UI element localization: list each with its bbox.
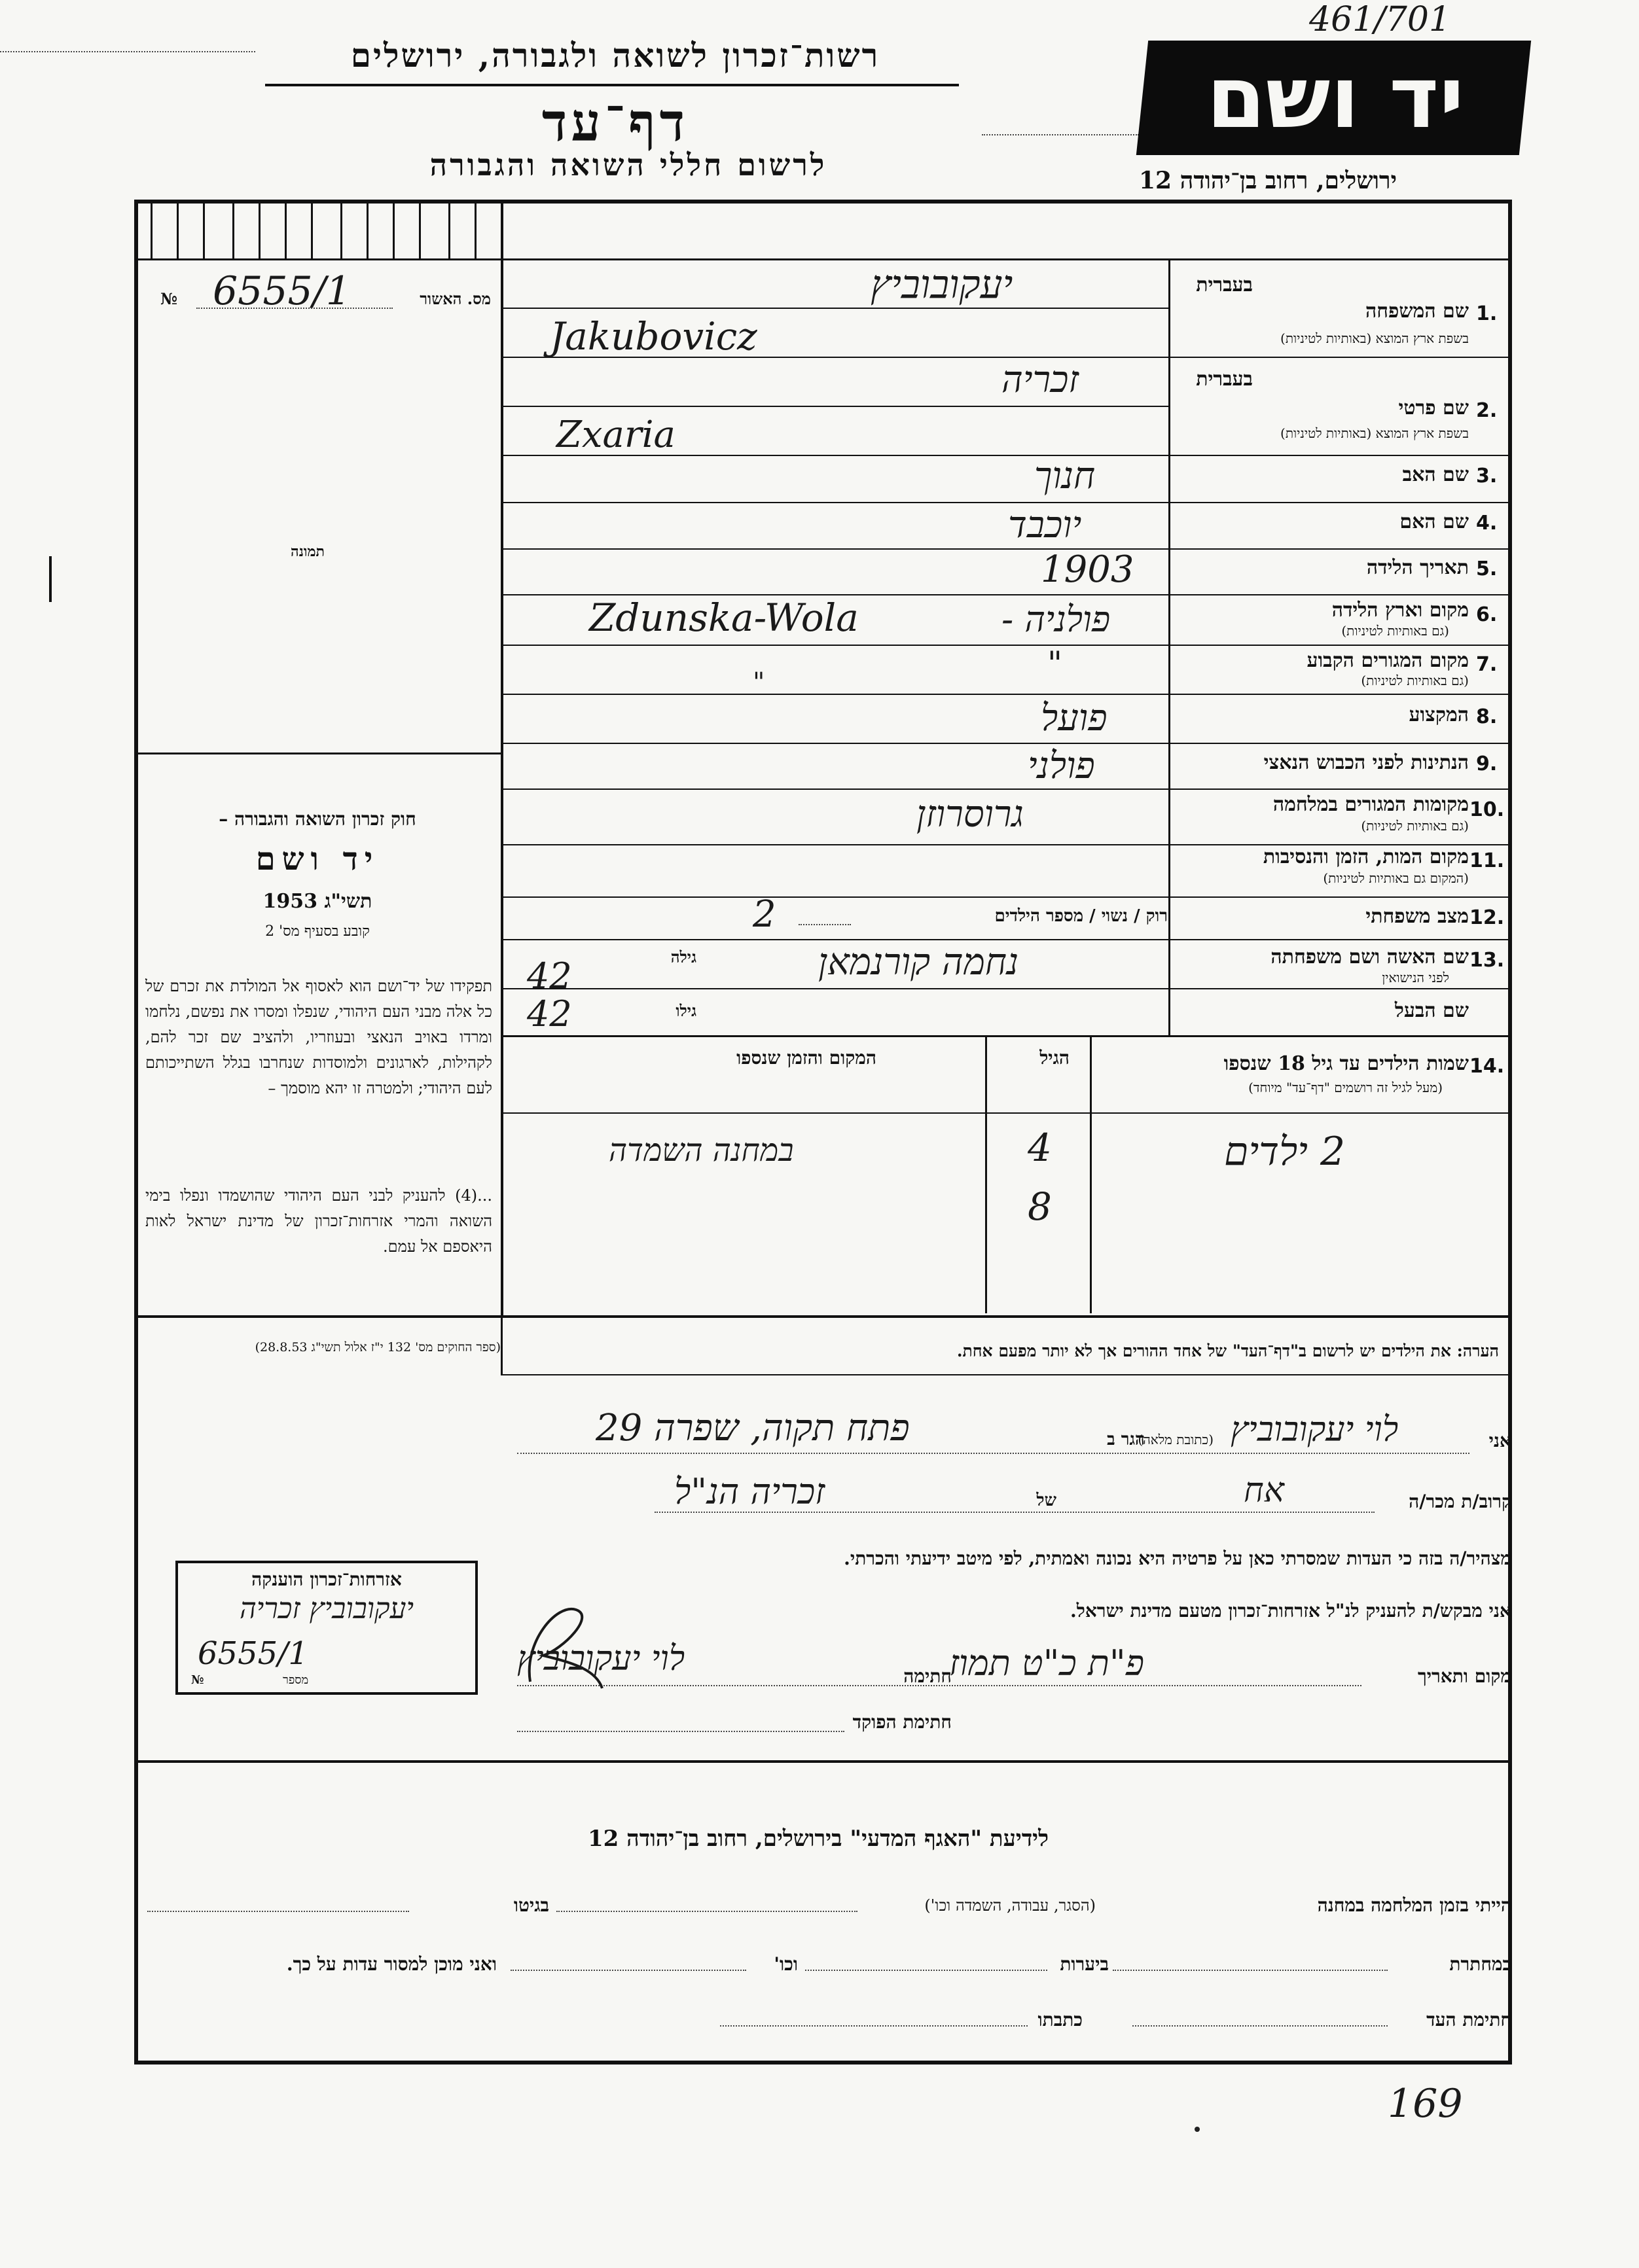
field-7-num: 7. — [1476, 653, 1498, 676]
field-1-lang-tag: בעברית — [1196, 274, 1253, 296]
law-heading: חוק זכרון השואה והגבורה – — [219, 808, 416, 830]
bottom-title: לידיעת "האגף המדעי" בירושלים, רחוב בן־יהודה 12 — [588, 1826, 1049, 1852]
decl-sign-line — [517, 1685, 1361, 1686]
field-1-label: שם המשפחה — [1365, 300, 1469, 323]
bottom-line2-dots-b — [805, 1970, 1047, 1971]
field-5-label: תאריך הלידה — [1366, 556, 1469, 579]
children-label: שמות הילדים עד גיל 18 שנספו — [1223, 1052, 1469, 1075]
field-10-value: גרוסרוזן — [916, 793, 1024, 836]
bottom-section-rule — [134, 1760, 1512, 1763]
field-7-sub: (גם באותיות לטיניות) — [1361, 673, 1469, 688]
children-place-header: המקום והזמן שנספו — [736, 1047, 876, 1069]
note-rule — [501, 1374, 1512, 1375]
field-6-sub: (גם באותיות לטיניות) — [1341, 623, 1449, 639]
field-2-value-latin: Zxaria — [556, 414, 675, 456]
top-strip-line — [134, 258, 1512, 260]
record-number-line — [196, 308, 393, 309]
field-10-num: 10. — [1469, 798, 1505, 821]
field-10-sub: (גם באותיות לטיניות) — [1361, 818, 1469, 834]
field-8-label: המקצוע — [1409, 703, 1469, 726]
husband-age-value: 42 — [527, 993, 572, 1035]
field-9-value: פולני — [1028, 745, 1095, 787]
form-subtitle: לרשום חללי השואה והגבורה — [429, 147, 827, 183]
bottom-line1-b: בגיטו — [513, 1894, 549, 1916]
field-12-num: 12. — [1469, 906, 1505, 929]
children-age-header: הגיל — [1039, 1047, 1070, 1069]
children-age-2: 8 — [1028, 1184, 1052, 1229]
field-1-inner-rule — [501, 308, 1168, 309]
decl-hint: (כתובת מלאה) — [1138, 1432, 1214, 1447]
tick — [259, 203, 261, 258]
children-names-value: 2 ילדים — [1224, 1129, 1346, 1175]
tick — [232, 203, 234, 258]
bottom-line2-a: במחתרת — [1449, 1953, 1511, 1975]
citizenship-number-label: מספר — [283, 1673, 309, 1687]
top-dotted-line — [0, 51, 255, 52]
decl-prefix: אני — [1488, 1430, 1511, 1451]
field-5-value: 1903 — [1041, 548, 1134, 591]
row-rule-14 — [501, 1035, 1512, 1037]
tick — [177, 203, 179, 258]
law-source: (ספר החוקים מס' 132 י"ז אלול תשי"ג 28.8.53) — [255, 1340, 501, 1355]
archive-number: 461/701 — [1309, 0, 1451, 39]
law-paragraph-1: תפקידו של יד־ושם הוא לאסוף אל המולדת את זכרם של כל אלה מבני העם היהודי, שנפלו ומסרו את נפשם, נלחמו ומרדו באויב הנאצי ובעוזריו, ולהציב שם זכר להם, לקהילות, לארגונים ולמוסדות שנחרבו בגלל השתייכותם לעם היהודי; ולמטרה זו יהא מוסמך – — [145, 977, 492, 1097]
field-12-label: מצב משפחתי — [1365, 905, 1469, 928]
row-rule-7 — [501, 694, 1512, 695]
field-7-value: " — [1047, 645, 1062, 682]
tick — [311, 203, 313, 258]
field-11-sub: (המקום גם באותיות לטיניות) — [1323, 870, 1469, 886]
decl-name: לוי יעקובוביץ — [1231, 1410, 1399, 1449]
field-2-value-he: זכריה — [1001, 359, 1079, 401]
bottom-line1-dots-b — [147, 1911, 409, 1912]
bottom-line2-dots-a — [1113, 1970, 1388, 1971]
note-left-divider — [501, 1315, 503, 1374]
row-rule-3 — [501, 502, 1512, 503]
ink-dot — [1195, 2127, 1200, 2132]
field-6-value-latin: Zdunska-Wola — [589, 595, 859, 640]
left-column-divider — [501, 203, 503, 1315]
signature-scribble — [517, 1590, 609, 1695]
field-8-num: 8. — [1476, 705, 1498, 728]
citizenship-box — [175, 1561, 478, 1695]
law-paragraph-2: ...(4) להעניק לבני העם היהודי שהושמדו ונפלו בימי השואה והמרי אזרחות־זכרון של מדינת ישראל לאות היאספם אל עמם. — [145, 1186, 492, 1256]
tick — [419, 203, 421, 258]
children-age-divider-left — [985, 1035, 987, 1313]
decl-place-date-label: מקום ותאריך — [1417, 1665, 1511, 1687]
bottom-line3-a: חתימת העד — [1426, 2009, 1511, 2030]
law-name: יד ושם — [255, 841, 380, 877]
field-2-num: 2. — [1476, 399, 1498, 422]
field-12-line — [799, 924, 851, 925]
decl-signature-label: חתימה — [903, 1665, 952, 1687]
tick — [393, 203, 395, 258]
law-year: תשי"ג 1953 — [262, 890, 372, 913]
field-6-num: 6. — [1476, 603, 1498, 626]
field-11-num: 11. — [1469, 849, 1505, 872]
field-7-ditto: " — [753, 667, 765, 698]
field-9-label: הנתינות לפני הכבוש הנאצי — [1263, 751, 1469, 774]
bottom-line1-hint: (הסגר, עבודה, השמדה וכו') — [924, 1896, 1096, 1915]
field-2-sub: בשפת ארץ המוצא (באותיות לטיניות) — [1280, 425, 1469, 441]
field-3-num: 3. — [1476, 465, 1498, 487]
label-column-divider — [1168, 258, 1170, 1035]
citizenship-number: 6555/1 — [198, 1635, 308, 1672]
field-9-num: 9. — [1476, 753, 1498, 775]
husband-label: שם הבעל — [1394, 999, 1469, 1022]
field-13-value: נחמה קורנמאן — [818, 941, 1019, 983]
children-sub: (מעל לגיל זה רושמים "דף־עד" מיוחד) — [1248, 1080, 1443, 1095]
row-rule-6 — [501, 645, 1512, 646]
authority-underline — [265, 84, 959, 86]
citizenship-number-prefix: № — [191, 1673, 204, 1687]
row-rule-4 — [501, 548, 1512, 550]
decl-relation-label: קרוב/ת מכר/ה — [1409, 1491, 1511, 1512]
photo-label: תמונה — [291, 543, 325, 560]
decl-place-date-value: פ"ת כ"ט תמוז — [949, 1642, 1145, 1684]
tick — [448, 203, 450, 258]
bottom-line2-c: וכו' — [774, 1953, 798, 1975]
children-header-rule — [501, 1112, 1512, 1114]
decl-request: אני מבקש/ת להעניק לנ"ל אזרחות־זכרון מטעם מדינת ישראל. — [1070, 1600, 1511, 1621]
children-age-1: 4 — [1028, 1125, 1052, 1170]
record-number-label: מס. האשור — [420, 289, 491, 308]
bottom-line2-dots-c — [511, 1970, 746, 1971]
decl-address: פתח תקוה, שפרה 29 — [596, 1407, 910, 1449]
decl-officer-line — [517, 1731, 844, 1732]
tick — [203, 203, 205, 258]
field-3-value: חנוך — [1034, 455, 1096, 497]
tick — [285, 203, 287, 258]
field-4-label: שם האם — [1399, 510, 1469, 533]
children-place-value: במחנה השמדה — [609, 1132, 794, 1169]
field-13-age-value: 42 — [527, 955, 572, 997]
citizenship-title: אזרחות־זכרון הוענקה — [251, 1568, 402, 1590]
field-12-extra-label: רוק / נשוי / מספר הילדים — [994, 906, 1168, 926]
row-rule-13 — [501, 988, 1512, 989]
record-number-value: 6555/1 — [213, 268, 351, 314]
children-bottom-rule — [134, 1315, 1512, 1318]
field-1-sub: בשפת ארץ המוצא (באותיות לטיניות) — [1280, 330, 1469, 346]
record-number-prefix: № — [160, 289, 178, 308]
children-num: 14. — [1469, 1055, 1505, 1078]
header-address: ירושלים, רחוב בן־יהודה 12 — [1139, 167, 1397, 194]
field-13-sub: לפני הנישואין — [1382, 970, 1449, 985]
bottom-line3-dots-a — [1132, 2025, 1388, 2027]
field-7-label: מקום המגורים הקבוע — [1306, 649, 1469, 672]
field-12-value: 2 — [753, 893, 776, 936]
field-8-value: פועל — [1041, 697, 1108, 739]
husband-age-label: גילו — [675, 1001, 696, 1020]
decl-of: של — [1036, 1491, 1056, 1510]
field-3-label: שם האב — [1402, 463, 1469, 486]
page-number: 169 — [1388, 2081, 1463, 2127]
note-text: הערה: את הילדים יש לרשום ב"דף־העד" של אחד ההורים אך לא יותר מפעם אחת. — [956, 1341, 1499, 1360]
field-2-inner-rule — [501, 406, 1168, 407]
bottom-line1-dots-a — [556, 1911, 857, 1912]
tick — [151, 203, 153, 258]
row-rule-12 — [501, 939, 1512, 940]
field-13-label: שם האשה ושם משפחתה — [1270, 946, 1469, 968]
children-age-divider-right — [1090, 1035, 1092, 1313]
decl-statement: מצהיר/ה בזה כי העדות שמסרתי כאן על פרטיה היא נכונה ואמתית, לפי מיטב ידיעתי והכרתי. — [844, 1548, 1511, 1569]
tick — [475, 203, 477, 258]
row-rule-9 — [501, 788, 1512, 790]
field-13-age-label: גילה — [670, 948, 696, 966]
authority-line: רשות־זכרון לשואה ולגבורה, ירושלים — [350, 36, 880, 75]
logo-text: יד ושם — [1206, 48, 1464, 147]
decl-relation-value: אח — [1244, 1471, 1284, 1510]
decl-signature-value: לוי יעקובוביץ — [517, 1639, 685, 1678]
bottom-line1-a: הייתי בזמן המלחמה במחנה — [1317, 1894, 1511, 1916]
field-11-label: מקום המות, הזמן והנסיבות — [1263, 845, 1469, 868]
field-4-num: 4. — [1476, 512, 1498, 535]
decl-mid: הגר ב — [1107, 1430, 1145, 1449]
field-10-label: מקומות המגורים במלחמה — [1272, 793, 1469, 816]
field-2-label: שם פרטי — [1398, 397, 1469, 419]
field-13-num: 13. — [1469, 949, 1505, 972]
field-1-value-latin: Jakubovicz — [550, 314, 757, 359]
decl-relative-name: זכריה הנ"ל — [674, 1471, 825, 1512]
row-rule-8 — [501, 743, 1512, 744]
decl-line-1 — [517, 1453, 1469, 1454]
field-4-value: יוכבד — [1008, 504, 1082, 546]
field-6-label: מקום וארץ הלידה — [1331, 599, 1469, 622]
row-rule-11 — [501, 896, 1512, 898]
decl-line-2 — [655, 1512, 1375, 1513]
bottom-line3-dots-b — [720, 2025, 1028, 2027]
field-2-lang-tag: בעברית — [1196, 368, 1253, 391]
field-1-num: 1. — [1476, 302, 1498, 325]
tick — [367, 203, 369, 258]
decl-officer-label: חתימת הפוקד — [852, 1711, 952, 1733]
bottom-line3-b: כתבתו — [1037, 2009, 1083, 2030]
field-1-value-he: יעקובוביץ — [871, 262, 1013, 308]
bottom-line2-d: ואני מוכן למסור עדות על כך. — [286, 1953, 497, 1975]
form-title: דף־עד — [541, 92, 689, 153]
photo-bottom-line — [134, 753, 501, 754]
bottom-line2-b: ביערות — [1060, 1953, 1109, 1975]
field-5-num: 5. — [1476, 558, 1498, 580]
margin-mark — [49, 556, 52, 602]
law-clause: קובע בסעיף מס' 2 — [265, 923, 370, 940]
field-6-value-he: פולניה - — [1001, 599, 1111, 640]
tick — [340, 203, 342, 258]
citizenship-name: יעקובוביץ זכריה — [239, 1592, 414, 1625]
top-dotted-line-2 — [982, 134, 1139, 135]
